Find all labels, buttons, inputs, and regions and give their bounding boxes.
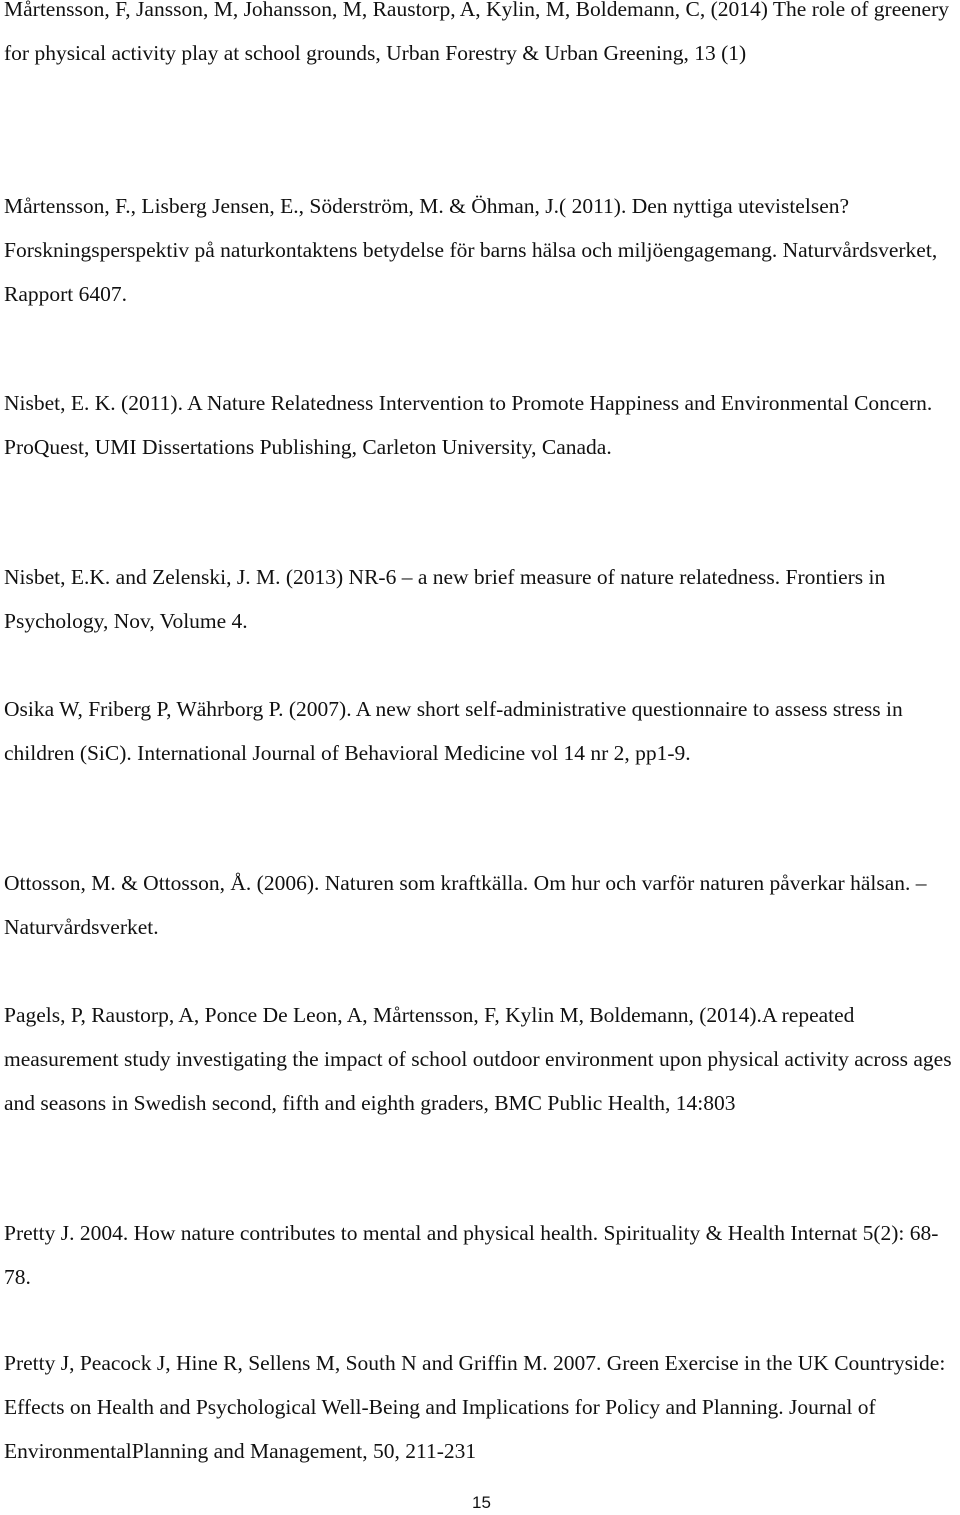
reference-osika-2007: Osika W, Friberg P, Währborg P. (2007). A new short self-administrative questionnaire to assess stress in children (SiC). International Journal of Behavioral Medicine vol 14 nr 2, pp1-9.: [4, 697, 903, 765]
reference-nisbet-zelenski-2013: Nisbet, E.K. and Zelenski, J. M. (2013) NR-6 – a new brief measure of nature relatedness. Frontiers in Psychology, Nov, Volume 4.: [4, 565, 886, 633]
reference-martensson-2014: Mårtensson, F, Jansson, M, Johansson, M, Raustorp, A, Kylin, M, Boldemann, C, (2014) The role of greenery for physical activity play at school grounds, Urban Forestry & Urban Greening, 13 (1): [4, 0, 949, 65]
reference-pretty-2004: Pretty J. 2004. How nature contributes to mental and physical health. Spirituality & Health Internat 5(2): 68-78.: [4, 1221, 939, 1289]
reference-martensson-2011: Mårtensson, F., Lisberg Jensen, E., Söderström, M. & Öhman, J.( 2011). Den nyttiga utevistelsen? Forskningsperspektiv på naturkontaktens betydelse för barns hälsa och miljöengagemang. Naturvårdsverket, Rapport 6407.: [4, 194, 938, 306]
reference-pagels-2014: Pagels, P, Raustorp, A, Ponce De Leon, A, Mårtensson, F, Kylin M, Boldemann, (2014).A repeated measurement study investigating the impact of school outdoor environment upon physical activity across ages and seasons in Swedish second, fifth and eighth graders, BMC Public Health, 14:803: [4, 1003, 952, 1115]
reference-nisbet-2011: Nisbet, E. K. (2011). A Nature Relatedness Intervention to Promote Happiness and Environmental Concern. ProQuest, UMI Dissertations Publishing, Carleton University, Canada.: [4, 391, 933, 459]
reference-ottosson-2006: Ottosson, M. & Ottosson, Å. (2006). Naturen som kraftkälla. Om hur och varför naturen påverkar hälsan. – Naturvårdsverket.: [4, 871, 927, 939]
reference-pretty-2007: Pretty J, Peacock J, Hine R, Sellens M, South N and Griffin M. 2007. Green Exercise in the UK Countryside: Effects on Health and Psychological Well-Being and Implications for Policy and Planning. Journal of EnvironmentalPlanning and Management, 50, 211-231: [4, 1351, 946, 1463]
page-number: 15: [472, 1493, 491, 1512]
